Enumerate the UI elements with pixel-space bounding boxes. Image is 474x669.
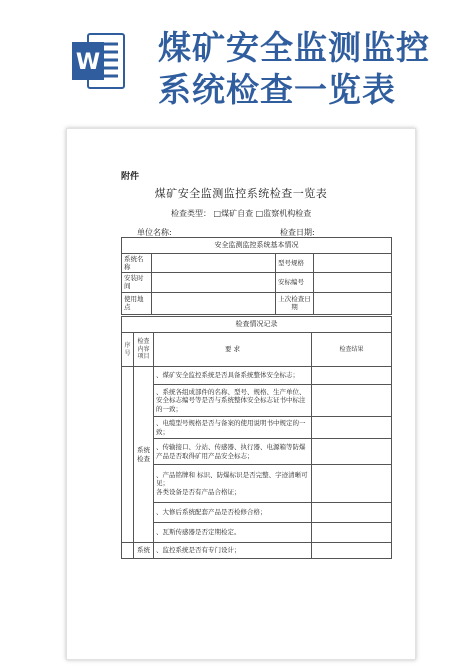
requirement-row: 、煤矿安全监控系统是否具备系统整体安全标志； xyxy=(154,367,312,385)
banner-title-line-1: 煤矿安全监测监控 xyxy=(158,28,430,67)
result-cell xyxy=(312,543,392,559)
model-spec-value xyxy=(314,254,392,273)
header-banner xyxy=(0,0,474,118)
last-check-value xyxy=(314,292,392,314)
group-system-check: 系统检查 xyxy=(134,367,154,543)
requirement-row: 、瓦斯传感器是否定期检定。 xyxy=(154,523,312,543)
document-sheet xyxy=(66,128,416,660)
model-spec-label: 型号规格 xyxy=(276,254,314,273)
banner-title-line-2: 系统检查一览表 xyxy=(158,70,396,109)
last-check-label: 上次检查日期 xyxy=(276,292,314,314)
requirement-row: 、传输接口、分站、传感器、执行器、电源箱等防爆产品是否取得矿用产品安全标志； xyxy=(154,439,312,465)
col-result: 检查结果 xyxy=(312,333,392,367)
form-title: 煤矿安全监测监控系统检查一览表 xyxy=(154,187,328,200)
location-value xyxy=(152,292,276,314)
check-type-line: 检查类型： □煤矿自查 □监察机构检查 xyxy=(171,209,312,218)
result-cell xyxy=(312,367,392,385)
safety-mark-value xyxy=(314,273,392,292)
word-document-icon xyxy=(70,30,126,92)
group-number xyxy=(122,367,134,543)
requirement-row: 、监控系统是否有专门设计； xyxy=(154,543,312,559)
install-time-value xyxy=(152,273,276,292)
requirement-row: 、电缆型号规格是否与备案的使用说明书中规定的一致； xyxy=(154,417,312,439)
unit-name-label: 单位名称: xyxy=(137,228,172,237)
safety-mark-label: 安标编号 xyxy=(276,273,314,292)
svg-text:W: W xyxy=(75,50,101,75)
check-date-label: 检查日期: xyxy=(280,228,315,237)
group-number-2 xyxy=(122,543,134,559)
col-number: 序号 xyxy=(122,333,134,367)
result-cell xyxy=(312,465,392,503)
basic-info-table xyxy=(121,237,392,315)
result-cell xyxy=(312,503,392,523)
attachment-label: 附件 xyxy=(121,172,140,182)
system-name-label: 系统名称 xyxy=(122,254,152,273)
requirement-row: 、大修后系统配套产品是否检修合格； xyxy=(154,503,312,523)
inspection-heading: 检查情况记录 xyxy=(122,317,392,333)
col-item: 检查内容项目 xyxy=(134,333,154,367)
install-time-label: 安装时间 xyxy=(122,273,152,292)
inspection-table xyxy=(121,316,392,559)
basic-info-heading: 安全监测监控系统基本情况 xyxy=(122,238,392,254)
requirement-row: 、系统各组成部件的名称、型号、规格、生产单位、安全标志编号等是否与系统整体安全标志证书中标注的一致； xyxy=(154,385,312,417)
result-cell xyxy=(312,523,392,543)
col-requirement: 要 求 xyxy=(154,333,312,367)
group-system: 系统 xyxy=(134,543,154,559)
result-cell xyxy=(312,439,392,465)
location-label: 使用地点 xyxy=(122,292,152,314)
requirement-row: 、产品铭牌和 标识、防爆标识是否完整、字迹清晰可见； 各类设备是否有产品合格证； xyxy=(154,465,312,503)
system-name-value xyxy=(152,254,276,273)
result-cell xyxy=(312,385,392,417)
result-cell xyxy=(312,417,392,439)
